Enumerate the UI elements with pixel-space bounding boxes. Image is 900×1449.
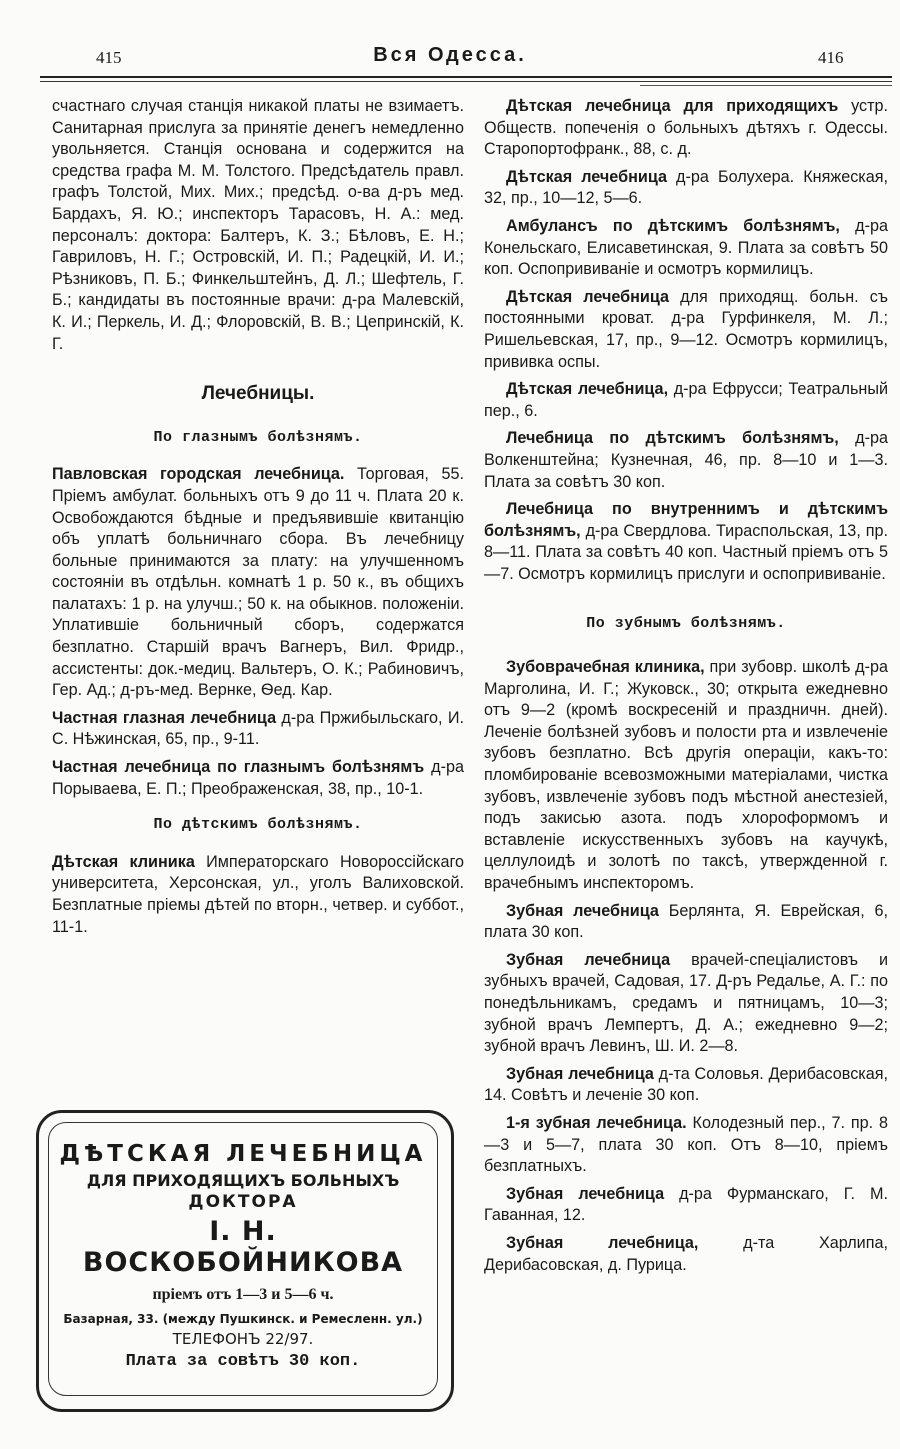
entry-name: Зубная лечебница [506,1064,654,1083]
entry-children-cont-1 [484,167,888,210]
entry-teeth-1 [484,901,888,944]
entry-text: д-ра Порываева, Е. П.; Преображенская, 38, пр., 10-1. [52,758,465,798]
entry-text: Берлянта, Я. Еврейская, 6, плата 30 коп. [484,901,888,942]
entry-text: д-ра Волкенштейна; Кузнечная, 46, пр. 8—10 и 1—3. Плата за совѣтъ 30 коп. [484,429,889,491]
ad-address: Базарная, 33. (между Пушкинск. и Ремесленн. ул.) [63,1312,423,1326]
entry-text: Императорскаго Новороссійскаго университета, Херсонская, ул., уголъ Валиховской. Безплатные пріемы дѣтей по вторн., четвер. и суббот., 11-1. [52,852,465,936]
entry-children-cont-4 [484,379,888,422]
entry-text: д-ра Фурманскаго, Г. М. Гаванная, 12. [484,1184,888,1225]
header-rule [40,76,892,78]
entry-teeth-6 [484,1233,888,1276]
entry-text: при зубовр. школѣ д-ра Марголина, И. Г.; Жуковск., 30; открыта ежедневно отъ 9—2 (кромѣ воскресеній и праздничн. дней). Леченіе болѣзней зубовъ и полости рта и извлеченіе зубовъ безплатно. Всѣ другія операціи, какъ-то: пломбированіе всевозможными матеріалами, чистка зубовъ, извлеченіе зубовъ подъ мѣстной анестезіей, подъ закисью азота. подъ хлороформомъ и вставленіе искусственныхъ зубовъ на каучукѣ, целлулоидѣ и золотѣ по таксѣ, утвержденной г. врачебнымъ инспекторомъ. [484,658,888,892]
advertisement [48,1122,438,1396]
entry-text: Торговая, 55. Пріемъ амбулат. больныхъ отъ 9 до 11 ч. Плата 20 к. Освобождаются бѣдные и предъявившіе квитанцію объ уплатѣ больничнаго сбора. Въ лечебницу больные принимаются за плату: на улучшенномъ состояніи въ отдѣльн. комнатѣ 1 р. 50 к., въ общихъ палатахъ: 1 р. на улучш.; 50 к. на обыкнов. положеніи. Уплатившіе больничный сборъ, содержатся безплатно. Старшій врачъ Вагнеръ, Вил. Фридр., ассистенты: док.-медиц. Вальтеръ, О. К.; Рабиновичъ, Гер. Ад.; д-ръ-мед. Вернке, Ѳед. Кар. [52,465,464,700]
ad-phone: ТЕЛЕФОНЪ 22/97. [172,1330,314,1348]
entry-text: д-ра Болухера. Княжеская, 32, пр., 10—12, 5—6. [484,167,889,208]
entry-eyes-2 [52,757,464,800]
entry-eyes-0 [52,464,464,702]
entry-name: Павловская городская лечебница. [52,465,345,484]
intro-paragraph: счастнаго случая станція никакой платы не взимаетъ. Санитарная прислуга за принятіе денегъ немедленно увольняется. Станція основана и содержится на средства графа М. М. Толстого. Предсѣдатель правл. графъ Толстой, Мих. Мих.; предсѣд. о-ва д-ръ мед. Бардахъ, Я. Ю.; инспекторъ Тарасовъ, Н. А.: мед. персоналъ: доктора: Балтеръ, К. З.; Бѣловъ, Е. Н.; Гавриловъ, Н. Г.; Островскій, И. П.; Радецкій, И. И.; Рѣзниковъ, П. Б.; Финкельштейнъ, Д. Л.; Шефтель, Г. Б.; кандидаты въ постоянные врачи: д-ра Малевскій, К. И.; Перкель, И. Д.; Флоровскій, В. В.; Цепринскій, К. Г. [52,97,464,353]
left-column [52,96,464,944]
page-number-left: 415 [96,48,122,67]
entry-children-cont-0 [484,96,888,161]
entry-teeth-3 [484,1064,888,1107]
entry-name: Зубная лечебница [506,901,659,920]
entry-name: Частная глазная лечебница [52,708,277,727]
page-header [0,0,900,90]
header-rule-thin [40,81,892,82]
entry-children-cont-6 [484,499,888,585]
entry-name: Зубная лечебница, [506,1233,699,1252]
entry-text: д-та Соловья. Дерибасовская, 14. Совѣтъ и леченіе 30 коп. [484,1064,888,1105]
entry-name: Дѣтская лечебница [506,287,670,306]
ad-hours: пріемъ отъ 1—3 и 5—6 ч. [152,1286,334,1303]
entry-children-cont-2 [484,216,888,281]
subheading-children: По дѣтскимъ болѣзнямъ. [153,816,363,834]
entry-text: устр. Обществ. попеченія о больныхъ дѣтяхъ г. Одессы. Старопортофранк., 88, с. д. [484,97,888,159]
entry-teeth-5 [484,1184,888,1227]
entry-text: д-ра Пржибыльскаго, И. С. Нѣжинская, 65, пр., 9-11. [52,708,464,749]
entry-children-cont-5 [484,428,888,493]
entry-text: д-ра Конельскаго, Елисаветинская, 9. Плата за совѣтъ 50 коп. Оспопрививаніе и осмотръ кормилицъ. [484,216,888,279]
entry-teeth-0 [484,657,888,895]
entry-name: Зубная лечебница [506,1184,665,1203]
right-column [484,96,888,1282]
entry-text: для приходящ. больн. съ постоянными кроват. д-ра Гурфинкеля, М. Л.; Ришельевская, 17, пр., 9—12. Осмотръ кормилицъ, прививка оспы. [484,287,888,371]
entry-name: 1-я зубная лечебница. [506,1113,687,1132]
entry-text: д-та Харлипа, Дерибасовская, д. Пурица. [484,1233,888,1274]
entry-text: д-ра Свердлова. Тираспольская, 13, пр. 8—11. Плата за совѣтъ 40 коп. Частный пріемъ отъ 5—7. Осмотръ кормилицъ прислуги и оспопрививаніе. [484,521,888,583]
entry-name: Зубная лечебница [506,950,671,969]
ad-doctor-name: I. Н. ВОСКОБОЙНИКОВА [82,1216,404,1278]
header-rule-short [640,85,892,86]
entry-name: Дѣтская лечебница для приходящихъ [506,97,839,115]
entry-teeth-2 [484,950,888,1058]
running-title: Вся Одесса. [373,44,527,66]
ad-title: ДѢТСКАЯ ЛЕЧЕБНИЦА [59,1141,427,1167]
entry-name: Лечебница по внутреннимъ и дѣтскимъ болѣзнямъ, [484,500,888,540]
entry-text: Колодезный пер., 7. пр. 8—3 и 5—7, плата 30 коп. Отъ 8—10, пріемъ безплатныхъ. [484,1113,888,1176]
entry-name: Дѣтская клиника [52,852,195,871]
entry-children-0 [52,852,464,938]
entry-name: Лечебница по дѣтскимъ болѣзнямъ, [506,429,839,448]
section-heading: Лечебницы. [201,383,315,405]
ad-fee: Плата за совѣтъ 30 коп. [125,1352,361,1371]
subheading-eyes: По глазнымъ болѣзнямъ. [153,428,363,446]
entry-eyes-1 [52,708,464,751]
page-number-right: 416 [818,48,844,67]
entry-text: врачей-спеціалистовъ и зубныхъ врачей, Садовая, 17. Д-ръ Редалье, А. Г.: по понедѣльникамъ, средамъ и пятницамъ, 10—3; зубной врачъ Лемпертъ, Д. А.; ежедневно 9—2; зубной врачъ Левинъ, Ш. И. 2—8. [484,950,888,1056]
ad-doctor-label: ДОКТОРА [188,1192,298,1212]
entry-teeth-4 [484,1113,888,1178]
entry-name: Дѣтская лечебница, [506,380,669,399]
entry-text: д-ра Ефрусси; Театральный пер., 6. [484,380,888,420]
ad-subtitle: ДЛЯ ПРИХОДЯЩИХЪ БОЛЬНЫХЪ [86,1171,400,1190]
entry-name: Зубоврачебная клиника, [506,658,705,677]
subheading-teeth: По зубнымъ болѣзнямъ. [586,615,786,633]
entry-name: Дѣтская лечебница [506,167,667,186]
entry-name: Амбулансъ по дѣтскимъ болѣзнямъ, [506,216,840,235]
entry-children-cont-3 [484,287,888,373]
entry-name: Частная лечебница по глазнымъ болѣзнямъ [52,758,425,777]
